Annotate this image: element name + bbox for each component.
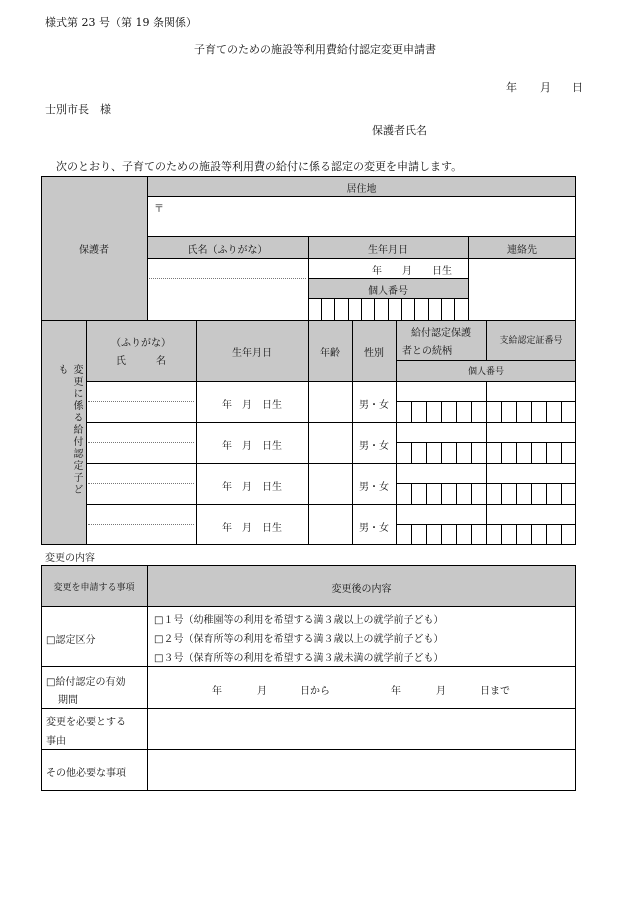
period-to-year: 年 [391,686,401,697]
date-day: 日 [572,81,583,94]
category-option-1[interactable]: □１号（幼稚園等の利用を希望する満３歳以上の就学前子ども） [154,615,444,626]
guardian-personal-number-label: 個人番号 [368,286,408,297]
address-label: 居住地 [346,184,377,195]
child-cert-header: 支給認定証番号 [499,336,563,346]
child-birth-field[interactable]: 年 月 日生 [222,400,282,411]
period-checkbox[interactable]: □給付認定の有効 [46,677,126,688]
page-title: 子育てのための施設等利用費給付認定変更申請書 [194,43,436,56]
period-to-month: 月 [436,686,446,697]
category-option-3[interactable]: □３号（保育所等の利用を希望する満３歳未満の就学前子ども） [154,653,444,664]
category-checkbox[interactable]: □認定区分 [46,635,96,646]
period-from-month: 月 [257,686,267,697]
reason-label-1: 変更を必要とする [46,717,126,728]
period-from-year: 年 [212,686,222,697]
child-personal-number-header: 個人番号 [467,367,504,377]
postal-mark: 〒 [154,204,164,215]
date-month: 月 [540,81,551,94]
category-option-2[interactable]: □２号（保育所等の利用を希望する満３歳以上の就学前子ども） [154,634,444,645]
guardian-section-label: 保護者 [79,245,109,256]
change-content-header: 変更後の内容 [331,584,392,595]
change-item-header: 変更を申請する事項 [53,583,135,593]
reason-label-2: 事由 [46,736,66,747]
period-from-suffix: 日から [300,686,330,697]
form-number: 様式第 23 号（第 19 条関係） [45,16,197,29]
reason-field[interactable] [148,709,575,749]
child-furigana-header: （ふりがな） [111,338,171,349]
other-field[interactable] [148,750,575,790]
intro-text: 次のとおり、子育てのための施設等利用費の給付に係る認定の変更を申請します。 [56,160,463,173]
child-birth-field[interactable]: 年 月 日生 [222,523,282,534]
guardian-birth-field[interactable]: 年 月 日生 [372,266,452,277]
children-section-label: 変更に係る給付認定子ども [56,364,82,496]
child-relation-header-1: 給付認定保護 [411,328,471,339]
child-gender-field[interactable]: 男・女 [359,482,389,493]
child-gender-field[interactable]: 男・女 [359,441,389,452]
child-name-header: 氏 名 [116,356,166,367]
date-year: 年 [506,81,517,94]
changes-caption: 変更の内容 [45,553,95,564]
child-gender-field[interactable]: 男・女 [359,523,389,534]
child-birth-field[interactable]: 年 月 日生 [222,441,282,452]
period-to-suffix: 日まで [480,686,510,697]
child-gender-field[interactable]: 男・女 [359,400,389,411]
child-birth-field[interactable]: 年 月 日生 [222,482,282,493]
guardian-name-header: 氏名（ふりがな） [187,245,268,256]
period-label-2: 期間 [58,695,78,706]
guardian-birth-header: 生年月日 [368,245,408,256]
child-birth-header: 生年月日 [232,348,272,359]
child-relation-header-2: 者との続柄 [402,346,452,357]
other-label: その他必要な事項 [46,768,126,779]
child-gender-header: 性別 [364,348,384,359]
guardian-contact-header: 連絡先 [507,245,537,256]
guardian-name-label: 保護者氏名 [372,124,427,137]
child-age-header: 年齢 [320,348,340,359]
addressee: 士別市長 様 [45,103,111,116]
